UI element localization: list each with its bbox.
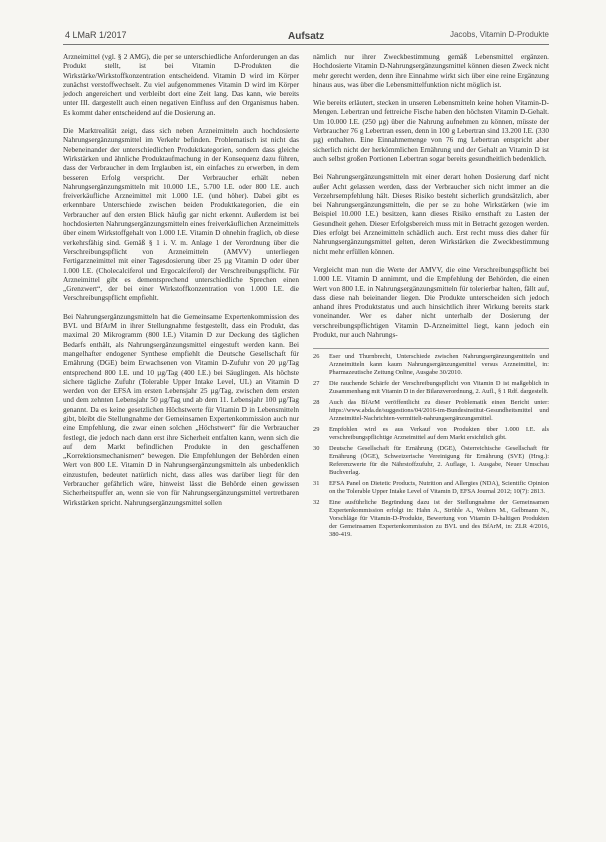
paragraph: Bei Nahrungsergänzungsmitteln mit einer derart hohen Dosierung darf nicht außer Acht gelassen werden, dass der Verbraucher sich nicht immer an die Verzehrsempfehlung hält. Dieses Risiko besteht sicherlich grundsätzlich, aber bei Nahrungsergänzungsmitteln, die per se zu hohe Wirkstärken (wie im Beispiel 10.000 I.E.) besitzen, kann dieses Risiko ernsthaft zu Lasten der Gesundheit gehen. Dieser Erfolgsbereich muss mit in Betracht gezogen werden. Dies erfolgt bei Arzneimitteln schädlich auch. Erst recht muss dies daher für Nahrungsergänzungsmittel gelten, deren Wirkstärken die Zweckbestimmung nicht mehr erfüllen können. [313, 172, 549, 256]
footnote [313, 445, 549, 477]
paragraph: Wie bereits erläutert, stecken in unseren Lebensmitteln keine hohen Vitamin-D-Mengen. Lebertran und fettreiche Fische haben den höchsten Vitamin D-Gehalt. Um 10.000 I.E. (250 µg) über die Nahrung aufnehmen zu können, müsste der Verbraucher 76 g Lebertran essen, denn in 100 g Lebertran sind 13.200 I.E. (330 µg) enthalten. Eine Einnahmemenge von 76 mg Lebertran entspricht aber sicherlich nicht der herkömmlichen Ernährung und der Gehalt an Vitamin D ist auch selbst großen Portionen Lebertran sogar bereits gesundheitlich bedenklich. [313, 98, 549, 163]
paragraph: Arzneimittel (vgl. § 2 AMG), die per se unterschiedliche Anforderungen an das Produkt stellt, ist bei Vitamin D-Produkten die Wirkstärke/Wirkstoffkonzentration entscheidend. Vitamin D wird im Körper zunächst verstoffwechselt. Zu viel aufgenommenes Vitamin D wird im Körper jedoch angereichert und verbleibt dort eine Zeit lang. Das kann, wie bereits unter III. dargestellt auch einen negativen Einfluss auf den Organismus haben. Es kommt daher entscheidend auf die Dosierung an. [63, 52, 299, 117]
paragraph: Vergleicht man nun die Werte der AMVV, die eine Verschreibungspflicht bei 1.000 I.E. Vitamin D annimmt, und die Empfehlung der Behörden, die einen Wert von 800 I.E. in Nahrungsergänzungsmitteln für tolerierbar halten, fällt auf, dass diese nah beieinander liegen. Die Produkte unterscheiden sich jedoch anhand ihres Produktstatus und auch hinsichtlich ihrer Wirkung bereits stark voneinander. Wer es daher nicht unterhalb der Dosierung der verschreibungspflichtigen Vitamin D-Arzneimittel liegt, kann jedoch ein Produkt, nur auch Nahrungs- [313, 264, 549, 340]
footnote-number: 26 [313, 353, 320, 361]
footnote-text: EFSA Panel on Dietetic Products, Nutrition and Allergies (NDA), Scientific Opinion on the Tolerable Upper Intake Level of Vitamin D, EFSA Journal 2012; 10(7): 2813. [329, 480, 549, 496]
footnote-number: 27 [313, 380, 320, 388]
footnote [313, 426, 549, 442]
footnote-number: 30 [313, 445, 320, 453]
footnote-text: Eser und Thurnbrecht, Unterschiede zwischen Nahrungsergänzungsmitteln und Arzneimitteln kann kaum Nahrungsergänzungsmittel versus Arzneimittel, in: Pharmazeutische Zeitung Online, Ausgabe 30/2010. [329, 353, 549, 377]
footnote-text: Empfohlen wird es aus Verkauf von Produkten über 1.000 I.E. als verschreibungspflichtige Arzneimittel auf dem Markt ersichtlich gibt. [329, 426, 549, 442]
footnote-text: Deutsche Gesellschaft für Ernährung (DGE), Österreichische Gesellschaft für Ernährung (ÖGE), Schweizerische Vereinigung für Ernährung (SVE) (Hrsg.): Referenzwerte für die Nährstoffzufuhr, 2. Auflage, 1. Ausgabe, Neuer Umschau Buchverlag. [329, 445, 549, 477]
footnote [313, 399, 549, 423]
header-rule [63, 44, 549, 45]
footnote-number: 28 [313, 399, 320, 407]
footnote-text: Eine ausführliche Begründung dazu ist der Stellungnahme der Gemeinsamen Expertenkommission erfolgt in: Hahn A., Ströhle A., Wolters M., Gelbmann N., Vorschläge für Vitamin-D-Produkte, Bewertung von Vitamin D-haltigen Produkten der Gemeinsamen Expertenkommission zu BVL und des BfArM, in: ZLR 4/2016, 380-419. [329, 499, 549, 539]
footnote [313, 499, 549, 539]
page-number-journal: 4 LMaR 1/2017 [65, 30, 127, 40]
footnote-number: 29 [313, 426, 320, 434]
section-title: Aufsatz [288, 31, 325, 42]
left-column [63, 52, 299, 516]
running-title: Jacobs, Vitamin D-Produkte [449, 30, 549, 39]
footnote-number: 31 [313, 480, 320, 488]
footnote-text: Auch das BfArM veröffentlicht zu dieser Problematik einen Bericht unter: https://www.abda.de/suggestions/04/2016-im-Bundesinstitut-Gesundheitsmittel und Arzneimittel-Nachrichten-vermittelt-nahrungsergänzungsmittel. [329, 399, 549, 423]
footnote [313, 353, 549, 377]
paragraph: Die Marktrealität zeigt, dass sich neben Arzneimitteln auch hochdosierte Nahrungsergänzungsmittel im Verkehr befinden. Problematisch ist nicht das Nebeneinander der unterschiedlichen Produktkategorien, sondern dass gleiche Wirkstärken und ähnliche Produktaufmachung in der Konsequenz dazu führen, dass der Verbraucher in dem Irrglauben ist, ein einfaches zu erwerben, in dem besseren Erfolg verspricht. Der Verbraucher erhält neben Nahrungsergänzungsmitteln mit 10.000 I.E., 5.700 I.E. oder 800 I.E. auch freiverkäufliche Arzneimittel mit 1.000 I.E. (und höher). Dabei gibt es erkennbare Unterschiede zwischen beiden Produktkategorien, die ein Verbraucher auf den ersten Blick häufig gar nicht erkennt. Außerdem ist bei hochdosierten Nahrungsergänzungsmitteln eines freiverkäuflichen Arzneimittels über einem Wirkstoffgehalt von 1.000 I.E. Vitamin D ohnehin fraglich, ob diese verkehrsfähig sind. Gemäß § 1 i. V. m. Anlage 1 der Verordnung über die Verschreibungspflicht von Arzneimitteln (AMVV) unterliegen Fertigarzneimittel mit einer Tagesdosierung über 25 µg Vitamin D oder über 1.000 I.E. (Cholecalciferol und Ergocalciferol) der Verschreibungspflicht. Für Arzneimittel gibt es dementsprechend unterschiedliche Sprechen einen „Grenzwert“, der bei einer Wirkstoffkonzentration von 1.000 I.E. die Verschreibungspflicht empfiehlt. [63, 126, 299, 303]
paragraph: Bei Nahrungsergänzungsmitteln hat die Gemeinsame Expertenkommission des BVL und BfArM in ihrer Stellungnahme festgestellt, dass ein Produkt, das maximal 20 Mikrogramm (800 I.E.) Vitamin D zur Deckung des täglichen Bedarfs enthält, als Nahrungsergänzungsmittel eingestuft werden kann. Bei mangelhafter endogener Synthese empfiehlt die Deutsche Gesellschaft für Ernährung (DGE) beim Erwachsenen von Vitamin D-Zufuhr von 20 µg/Tag entsprechend 800 I.E. und 10 µg/Tag (400 I.E.) bei Säuglingen. Als höchste sichere tägliche Zufuhr (Tolerable Upper Intake Level, UL) an Vitamin D werden von der EFSA im ersten Lebensjahr 25 µg/Tag, zwischen dem ersten und dem zehnten Lebensjahr 50 µg/Tag und ab dem 11. Lebensjahr 100 µg/Tag genannt. Da es keine gesetzlichen Höchstwerte für Vitamin D in Lebensmitteln gibt, bleibt die Stellungnahme der Gemeinsamen Expertenkommission auch nur eine Empfehlung, die zwar einen solchen „Höchstwert“ für die Verbraucher festlegt, die jedoch nach dann erst ihre Sicherheit entfalten kann, wenn sich die auf dem Markt befindlichen Produkte in den geschaffenen „Korrektionsmechanismen“ bewegen. Die Empfehlungen der Behörden einen Wert von 800 I.E. Vitamin D in Nahrungsergänzungsmitteln als unbedenklich einzustufen, bedeutet natürlich nicht, dass alles was darüber liegt für den Verbraucher gefährlich wäre, hinweist lässt die Behörde einen gewissen Sicherheitspuffer an, wenn sie von für Nahrungsergänzungsmittel vertretbaren Wirkstärken spricht. Nahrungsergänzungsmittel sollen [63, 311, 299, 507]
footnote [313, 480, 549, 496]
paragraph: nämlich nur ihrer Zweckbestimmung gemäß Lebensmittel ergänzen. Hochdosierte Vitamin D-Nahrungsergänzungsmittel können diesen Zweck nicht mehr gerecht werden, denn ihre Einnahme wirkt sich über eine reine Ergänzung hinaus aus, was über die Lebensmittelfunktion nicht möglich ist. [313, 52, 549, 89]
footnote-text: Die rauchende Schärfe der Verschreibungspflicht von Vitamin D ist maßgeblich in Zusammenhang mit Vitamin D in der Bilanzverordnung, 2. Aufl., § 1 Rdf. dargestellt. [329, 380, 549, 396]
right-column [313, 52, 549, 542]
footnote [313, 380, 549, 396]
footnotes [313, 348, 549, 539]
footnote-number: 32 [313, 499, 320, 507]
